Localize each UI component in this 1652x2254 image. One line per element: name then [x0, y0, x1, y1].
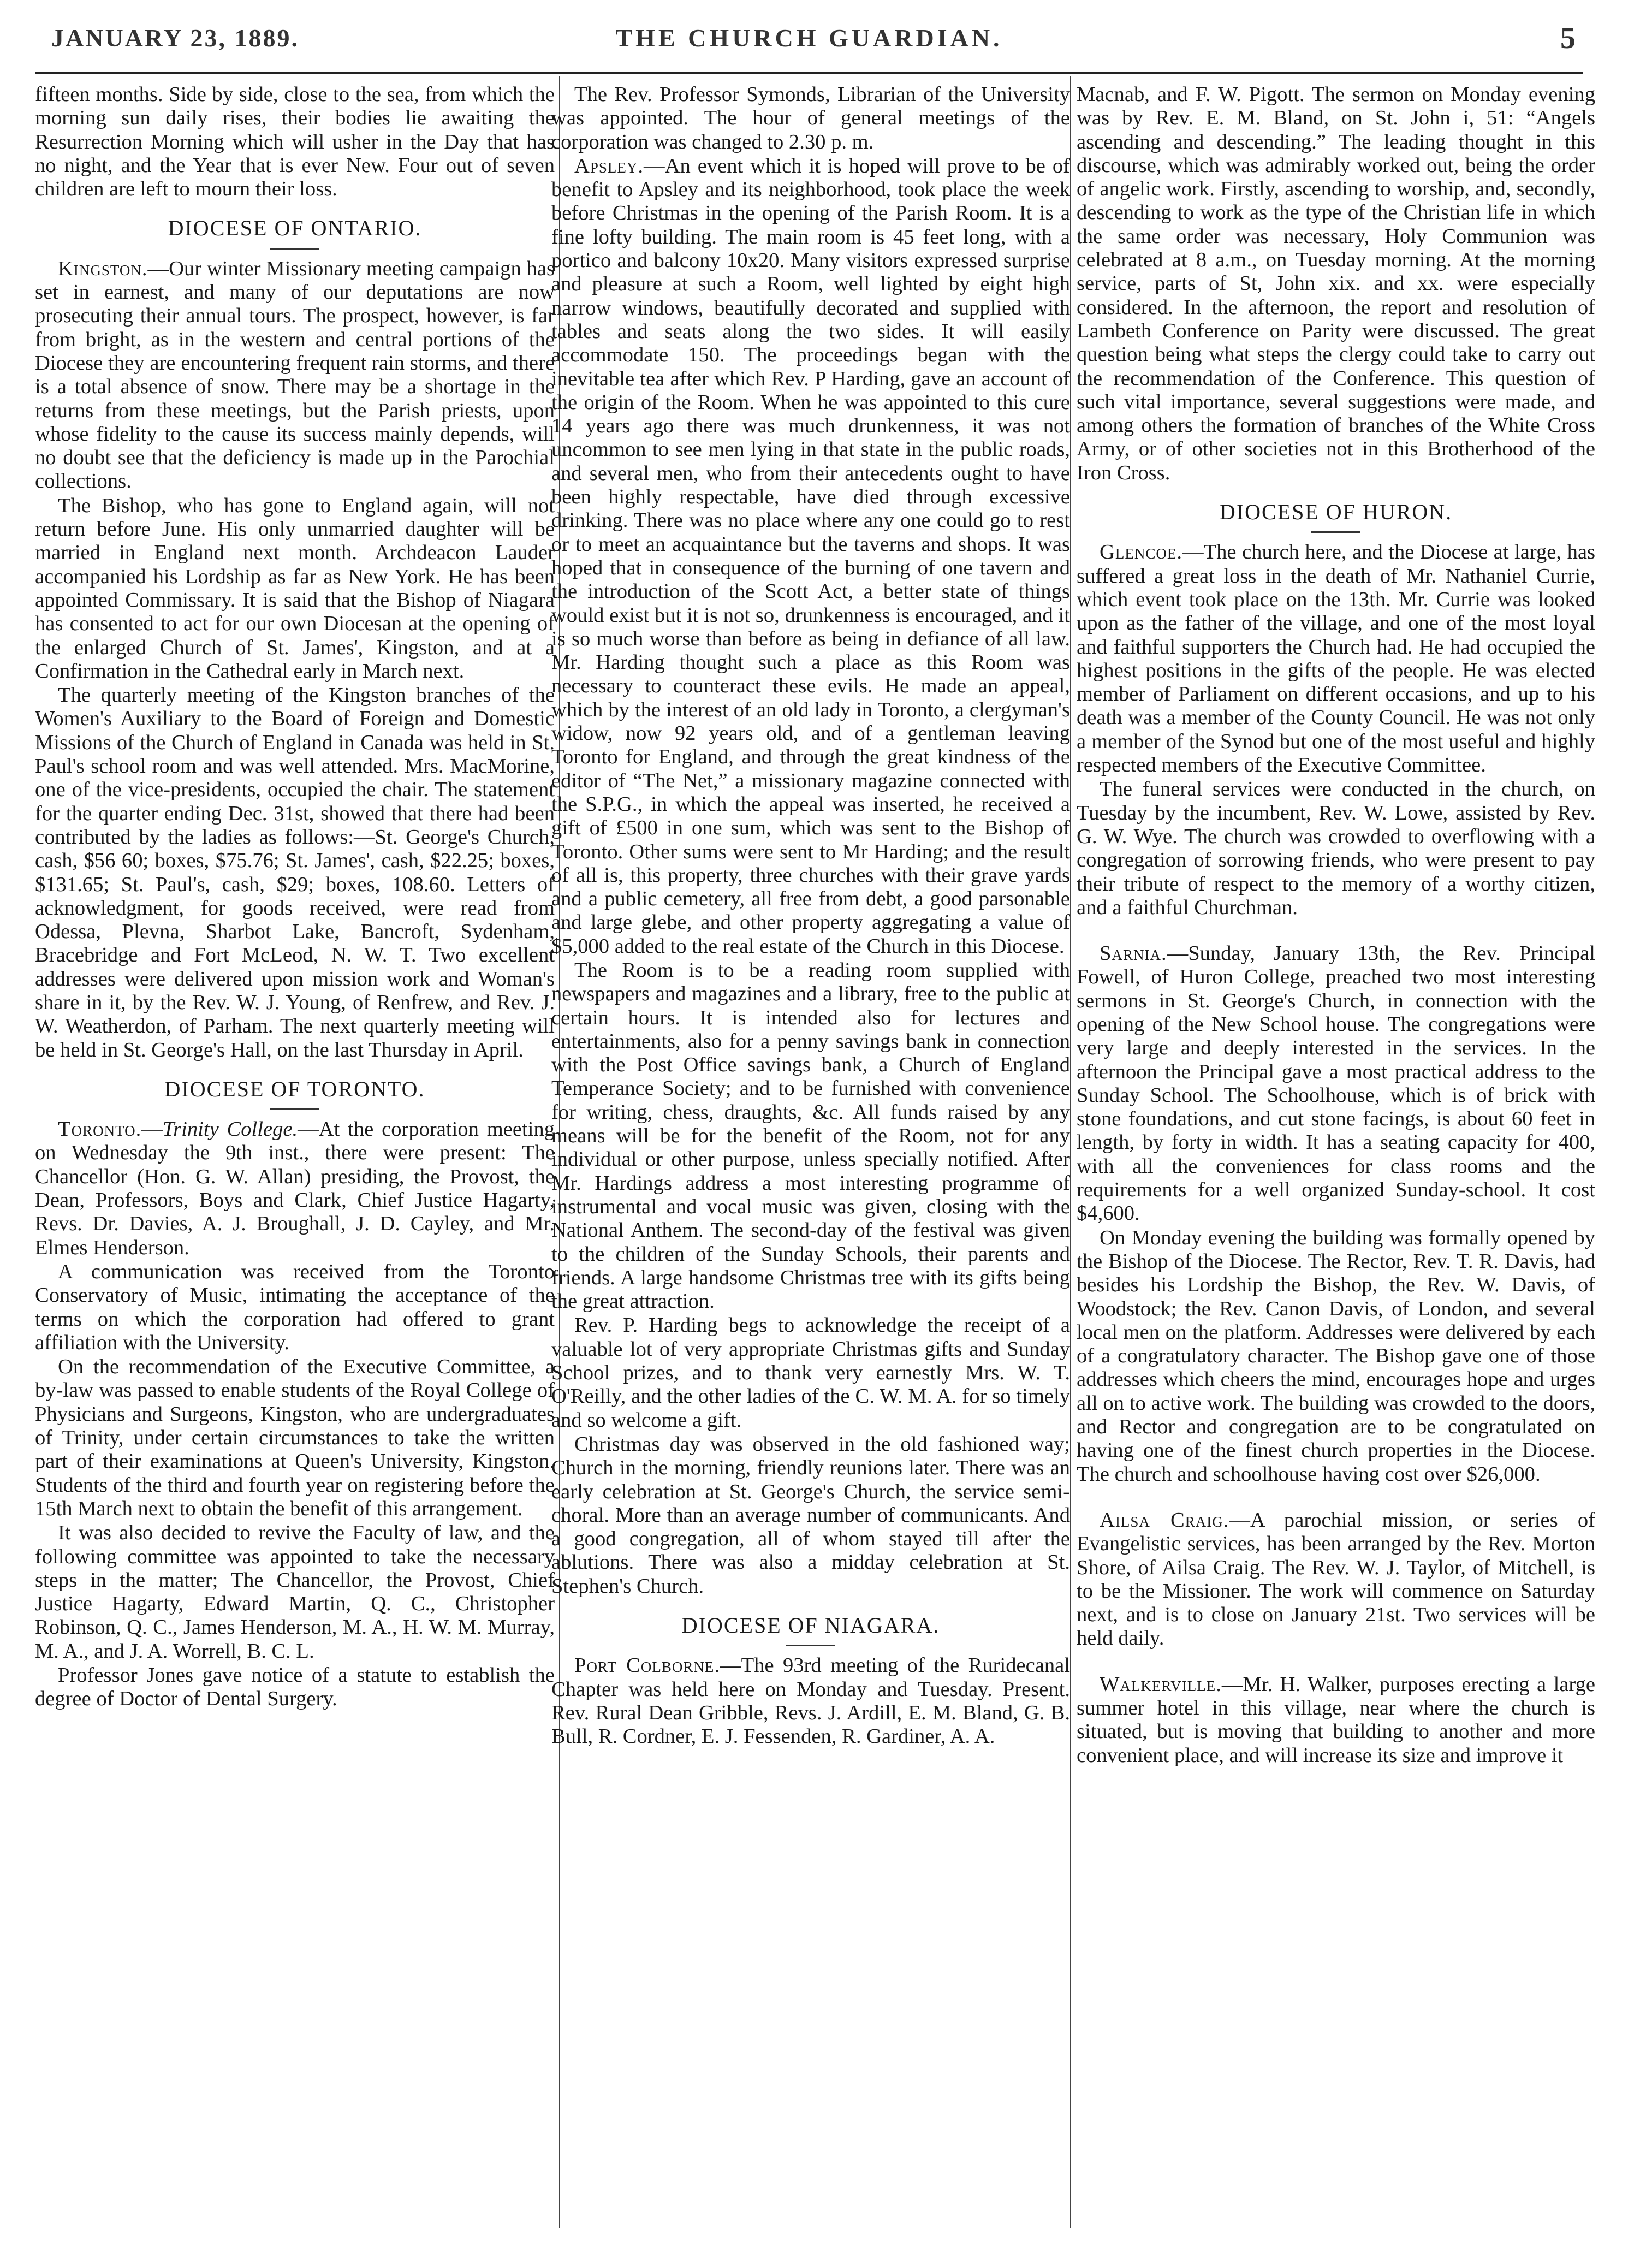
- section-heading-niagara: DIOCESE OF NIAGARA.: [551, 1614, 1070, 1646]
- paragraph-text: —Our winter Missionary meeting campaign has set in earnest, and many of our deputations are now prosecuting their annual tours. The prospect, however, is far from bright, as in the western and central portions of the Diocese they are encountering frequent rain storms, and there is a total absence of snow. There may be a shortage in the returns from these meetings, but the Parish priests, upon whose fidelity to the cause its success mainly depends, will no doubt see that the deficiency is made up in the Parochial collections.: [35, 257, 555, 493]
- section-heading-ontario: DIOCESE OF ONTARIO.: [35, 216, 555, 249]
- dateline: Walkerville.: [1100, 1672, 1222, 1696]
- masthead: [35, 8, 1583, 74]
- paragraph-text: —At the corporation meeting on Wednesday the 9th inst., there were present: The Chancellor (Hon. G. W. Allan) presiding, the Provost, the Dean, Professors, Boys and Clark, Chief Justice Hagarty, Revs. Dr. Davies, A. J. Broughall, J. D. Cayley, and Mr. Elmes Henderson.: [35, 1118, 555, 1259]
- paragraph-port-colborne: [551, 1654, 1070, 1748]
- paragraph: The Rev. Professor Symonds, Librarian of the University was appointed. The hour of general meetings of the corporation was changed to 2.30 p. m.: [551, 83, 1070, 153]
- paragraph-text: —The church here, and the Diocese at large, has suffered a great loss in the death of Mr. Nathaniel Currie, which event took place on the 13th. Mr. Currie was looked upon as the father of the village, and one of the most loyal and faithful supporters the Church had. He had occupied the highest positions in the gifts of the people. He was elected member of Parliament on different occasions, and up to his death was a member of the County Council. He was not only a member of the Synod but one of the most useful and highly respected members of the Executive Committee.: [1077, 541, 1595, 777]
- paragraph-walkerville: [1077, 1673, 1595, 1767]
- paragraph: On the recommendation of the Executive Committee, a by-law was passed to enable students of the Royal College of Physicians and Surgeons, Kingston, who are undergraduates of Trinity, under certain circumstances to take the written part of their examinations at Queen's University, Kingston. Students of the third and fourth year on registering before the 15th March next to obtain the benefit of this arrangement.: [35, 1355, 555, 1520]
- section-heading-toronto: DIOCESE OF TORONTO.: [35, 1077, 555, 1110]
- issue-date: JANUARY 23, 1889.: [51, 24, 299, 52]
- paragraph-text: —A parochial mission, or series of Evangelistic services, has been arranged by the Rev. Morton Shore, of Ailsa Craig. The Rev. W. J. Taylor, of Mitchell, is to be the Missioner. The work will commence on Saturday next, and is to close on January 21st. Two services will be held daily.: [1077, 1508, 1595, 1650]
- dateline: Toronto.: [58, 1118, 142, 1141]
- paragraph-glencoe: [1077, 541, 1595, 777]
- subject-italic: Trinity College.: [162, 1118, 298, 1141]
- paragraph: Macnab, and F. W. Pigott. The sermon on Monday evening was by Rev. E. M. Bland, on St. John i, 51: “Angels ascending and descending.” The leading thought in this discourse, which was admirably worked out, being the order of angelic work. Firstly, ascending to worship, and, secondly, descending to work as the type of the Christian life in which the same order was necessary, Holy Communion was celebrated at 8 a.m., on Tuesday morning. At the morning service, parts of St, John xix. and xx. were especially considered. In the afternoon, the report and resolution of Lambeth Conference on Parity were discussed. The great question being what steps the clergy could take to carry out the recommendation of the Conference. This question of such vital importance, several suggestions were made, and among others the formation of branches of the White Cross Army, or of other societies not in this Brotherhood of the Iron Cross.: [1077, 83, 1595, 484]
- dateline: Port Colborne.: [574, 1654, 721, 1677]
- paragraph: Christmas day was observed in the old fashioned way; Church in the morning, friendly reunions later. There was an early celebration at St. George's Church, the service semi-choral. More than an average number of communicants. And a good congregation, all of whom stayed till after the ablutions. There was also a midday celebration at St. Stephen's Church.: [551, 1432, 1070, 1598]
- paragraph-text: —An event which it is hoped will prove to be of benefit to Apsley and its neighborhood, took place the week before Christmas in the opening of the Parish Room. It is a fine lofty building. The main room is 45 feet long, with a portico and balcony 10x20. Many visitors expressed surprise and pleasure at such a Room, well lighted by eight high narrow windows, beautifully decorated and supplied with tables and seats along the two sides. It will easily accommodate 150. The proceedings began with the inevitable tea after which Rev. P Harding, gave an account of the origin of the Room. When he was appointed to this cure 14 years ago there was much drunkenness, it was not uncommon to see men lying in that state in the public roads, and several men, who from their antecedents ought to have been highly respectable, have died through excessive drinking. There was no place where any one could go to rest or to meet an acquaintance but the taverns and shops. It was hoped that in consequence of the burning of one tavern and the introduction of the Scott Act, a better state of things would exist but it is not so, drunkenness is encouraged, and it is so much worse than before as being in defiance of all law. Mr. Harding thought such a place as this Room was necessary to counteract these evils. He made an appeal, which by the interest of an old lady in Toronto, a clergyman's widow, now 92 years old, and of a gentleman leaving Toronto for England, and through the great kindness of the editor of “The Net,” a missionary magazine connected with the S.P.G., in which the appeal was inserted, he received a gift of £500 in one sum, which was sent to the Bishop of Toronto. Other sums were sent to Mr Harding; and the result of all is, this property, three churches with their grave yards and a public cemetery, all free from debt, a good parsonable and large glebe, and other property aggregating a value of $5,000 added to the real estate of the Church in this Diocese.: [551, 154, 1070, 958]
- paragraph-text: —The 93rd meeting of the Ruridecanal Chapter was held here on Monday and Tuesday. Present. Rev. Rural Dean Gribble, Revs. J. Ardill, E. M. Bland, G. B. Bull, R. Cordner, E. J. Fessenden, R. Gardiner, A. A.: [551, 1654, 1070, 1748]
- paragraph-ailsa-craig: [1077, 1509, 1595, 1651]
- section-heading-huron: DIOCESE OF HURON.: [1077, 500, 1595, 533]
- dateline: Kingston.: [58, 257, 148, 280]
- paragraph: Rev. P. Harding begs to acknowledge the receipt of a valuable lot of very appropriate Christmas gifts and Sunday School prizes, and to thank very earnestly Mrs. W. T. O'Reilly, and the other ladies of the C. W. M. A. for so timely and so welcome a gift.: [551, 1314, 1070, 1432]
- column-rule: [1070, 76, 1071, 2228]
- paragraph-text: —Mr. H. Walker, purposes erecting a large summer hotel in this village, near where the church is situated, but is moving that building to another and more convenient place, and will increase its size and improve it: [1077, 1672, 1595, 1767]
- paragraph-sarnia: [1077, 942, 1595, 1226]
- paragraph: On Monday evening the building was formally opened by the Bishop of the Diocese. The Rector, Rev. T. R. Davis, had besides his Lordship the Bishop, the Rev. W. Davis, of Woodstock; the Rev. Canon Davis, of London, and several local men on the platform. Addresses were delivered by each of a congratulatory character. The Bishop gave one of those addresses which cheers the mind, encourages hope and urges all on to active work. The building was crowded to the doors, and Rector and congregation are to be congratulated on having one of the finest church properties in the Diocese. The church and schoolhouse having cost over $26,000.: [1077, 1226, 1595, 1486]
- spacer: [1077, 1651, 1595, 1673]
- dateline: Apsley.: [574, 154, 644, 177]
- paragraph-toronto: Toronto.—Trinity College.—At the corporation meeting on Wednesday the 9th inst., there were present: The Chancellor (Hon. G. W. Allan) presiding, the Provost, the Dean, Professors, Boys and Clark, Chief Justice Hagarty, Revs. Dr. Davies, A. J. Broughall, J. D. Cayley, and Mr. Elmes Henderson.: [35, 1118, 555, 1259]
- newspaper-title: THE CHURCH GUARDIAN.: [615, 24, 1003, 52]
- column-1: [35, 83, 555, 2223]
- paragraph: The Bishop, who has gone to England again, will not return before June. His only unmarried daughter will be married in England next month. Archdeacon Lauder accompanied his Lordship as far as New York. He has been appointed Commissary. It is said that the Bishop of Niagara has consented to act for our own Diocesan at the opening of the enlarged Church of St. James', Kingston, and at a Confirmation in the Cathedral early in March next.: [35, 494, 555, 683]
- paragraph: The funeral services were conducted in the church, on Tuesday by the incumbent, Rev. W. Lowe, assisted by Rev. G. W. Wye. The church was crowded to overflowing with a congregation of sorrowing friends, who were present to pay their tribute of respect to the memory of a worthy citizen, and a faithful Churchman.: [1077, 778, 1595, 919]
- paragraph: A communication was received from the Toronto Conservatory of Music, intimating the acceptance of the terms on which the corporation had offered to grant affiliation with the University.: [35, 1260, 555, 1354]
- paragraph-text: —Sunday, January 13th, the Rev. Principal Fowell, of Huron College, preached two most interesting sermons in St. George's Church, in connection with the opening of the New School house. The congregations were very large and deeply interested in the services. In the afternoon the Principal gave a most practical address to the Sunday School. The Schoolhouse, which is of brick with stone foundations, and cut stone facings, is about 60 feet in length, by forty in width. It has a seating capacity for 400, with all the conveniences for class rooms and the requirements for a well organized Sunday-school. It cost $4,600.: [1077, 942, 1595, 1225]
- paragraph: The quarterly meeting of the Kingston branches of the Women's Auxiliary to the Board of Foreign and Domestic Missions of the Church of England in Canada was held in St. Paul's school room and was well attended. Mrs. MacMorine, one of the vice-presidents, occupied the chair. The statement for the quarter ending Dec. 31st, showed that there had been contributed by the ladies as follows:—St. George's Church, cash, $56 60; boxes, $75.76; St. James', cash, $22.25; boxes, $131.65; St. Paul's, cash, $29; boxes, 108.60. Letters of acknowledgment, for goods received, were read from Odessa, Plevna, Sharbot Lake, Bancroft, Sydenham, Bracebridge and Fort McLeod, N. W. T. Two excellent addresses were delivered upon mission work and Woman's share in it, by the Rev. W. J. Young, of Renfrew, and Rev. J. W. Weatherdon, of Parham. The next quarterly meeting will be held in St. George's Hall, on the last Thursday in April.: [35, 684, 555, 1061]
- dateline: Sarnia.: [1100, 942, 1167, 965]
- spacer: [1077, 1487, 1595, 1509]
- column-3: [1077, 83, 1595, 2223]
- paragraph-kingston: [35, 257, 555, 494]
- paragraph: Professor Jones gave notice of a statute to establish the degree of Doctor of Dental Surgery.: [35, 1664, 555, 1711]
- paragraph: The Room is to be a reading room supplied with newspapers and magazines and a library, free to the public at certain hours. It is intended also for lectures and entertainments, also for a penny savings bank in connection with the Post Office savings bank, a Church of England Temperance Society; and to be furnished with convenience for writing, chess, draughts, &c. All funds raised by any means will be for the benefit of the Room, not for any individual or other purpose, unless specially notified. After Mr. Hardings address a most interesting programme of instrumental and vocal music was given, closing with the National Anthem. The second-day of the festival was given to the children of the Sunday Schools, their parents and friends. A large handsome Christmas tree with its gifts being the great attraction.: [551, 958, 1070, 1313]
- paragraph-apsley: [551, 155, 1070, 958]
- dateline: Ailsa Craig.: [1100, 1508, 1229, 1532]
- paragraph: It was also decided to revive the Faculty of law, and the following committee was appointed to take the necessary steps in the matter; The Chancellor, the Provost, Chief Justice Hagarty, Edward Martin, Q. C., Christopher Robinson, Q. C., James Henderson, M. A., H. W. M. Murray, M. A., and J. A. Worrell, B. C. L.: [35, 1521, 555, 1663]
- page-number: 5: [1560, 21, 1576, 55]
- paragraph: fifteen months. Side by side, close to the sea, from which the morning sun daily rises, their bodies lie awaiting the Resurrection Morning which will usher in the Day that has no night, and the Year that is ever New. Four out of seven children are left to mourn their loss.: [35, 83, 555, 201]
- column-2: [551, 83, 1070, 2223]
- dateline: Glencoe.: [1100, 541, 1182, 564]
- spacer: [1077, 920, 1595, 942]
